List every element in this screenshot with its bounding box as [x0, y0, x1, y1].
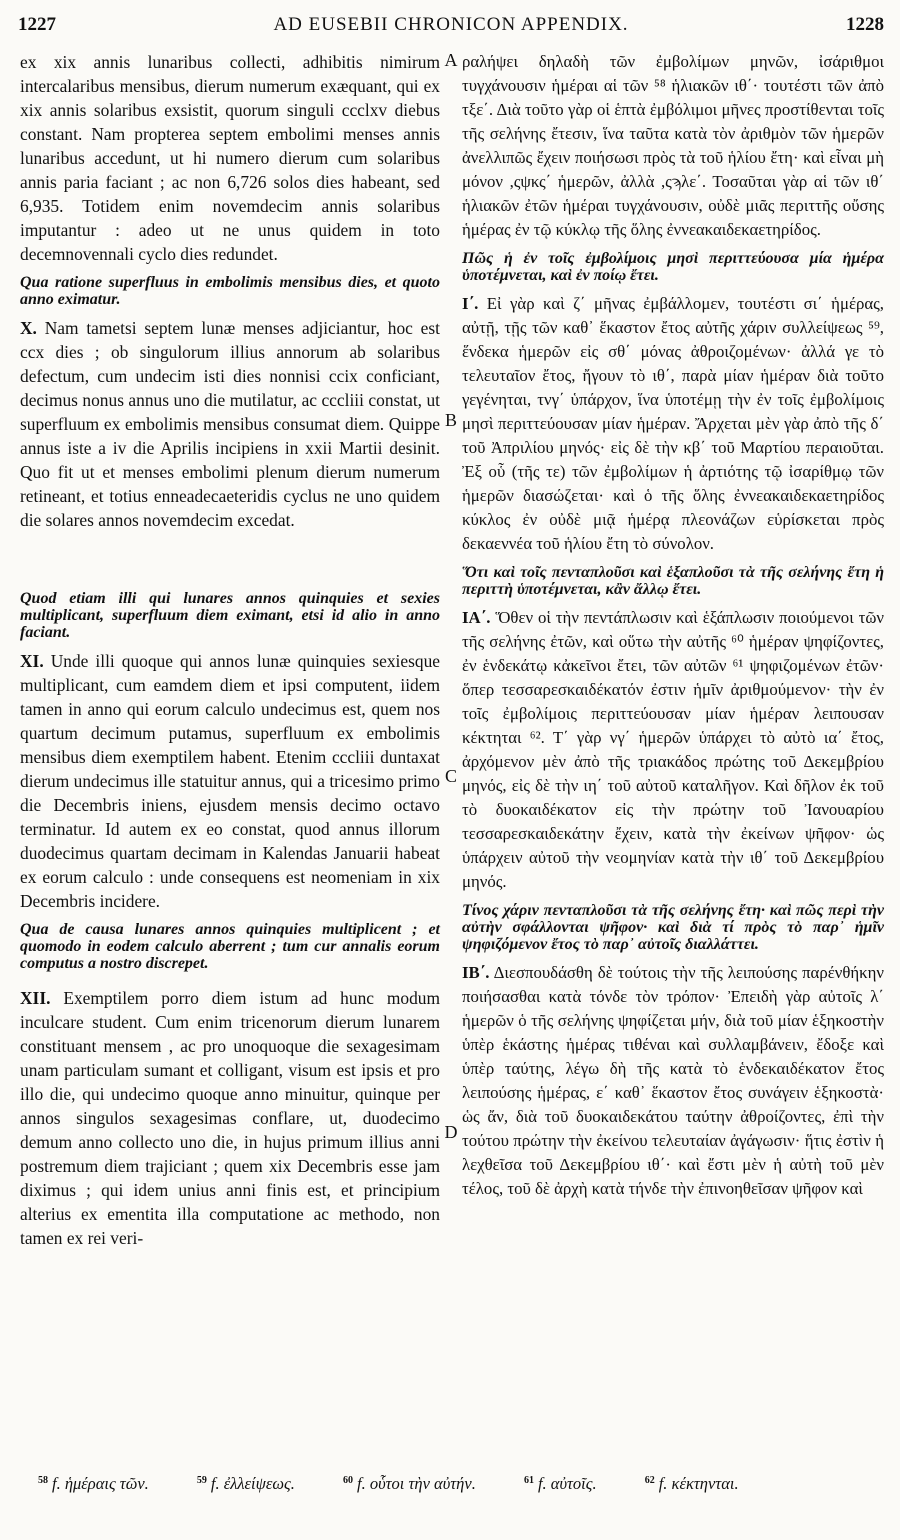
latin-section-xii: [20, 986, 440, 1250]
footnote-number: 59: [196, 1474, 207, 1486]
footnote-number: 60: [342, 1474, 353, 1486]
footnote: [645, 1474, 761, 1493]
latin-section-heading: Quod etiam illi qui lunares annos quinquies et sexies multiplicant, superfluum diem eximant, etsi id alio in anno faciant.: [20, 590, 440, 641]
section-text: Ὅθεν οἱ τὴν πεντάπλωσιν καὶ ἑξάπλωσιν ποιούμενοι τῶν τῆς σελήνης ἐτῶν, καὶ οὕτω τὴν αὐτῆς ⁶⁰ ἡμέραν ψηφίζοντες, ἐν ἑνδεκάτῳ κἀκεῖνοι ἔτει, τῶν αὐτῶν ⁶¹ ψηφιζομένων ἐτῶν· ὅπερ τεσσαρεσκαιδέκατόν ἐστιν ἡμῖν ἀριθμούμενον· τὴν ἐν τοῖς ἐμβολίμοις περιττεύουσαν μίαν ἡμέραν λειπουσαν κέκτηται ⁶². Τ΄ γὰρ νγ΄ ἡμερῶν ὑπάρχει τὸ αὐτὸ ια΄ ἔτος, ἀρχόμενον μὲν ἀπὸ τῆς τριακάδος πρώτης τοῦ Δεκεμβρίου μηνός, εἰς δὲ τὴν ιη΄ τοῦ αὐτοῦ καταλῆγον. Καὶ δῆλον ἐκ τοῦ τὸ δυοκαιδέκατον εἰς τὴν πρώτην τοῦ Ἰανουαρίου τεσσαρεσκαιδεκάτην ἔχειν, κατὰ τὴν ἐκείνων ψῆφον· ὡς ὑπάρχειν αὐτοῦ τὴν νεομηνίαν κατὰ τὴν ιθ΄ τοῦ Δεκεμβρίου μηνός.: [462, 608, 884, 891]
footnote: [343, 1474, 498, 1493]
left-page-number: 1227: [18, 14, 56, 35]
latin-section-heading: Qua ratione superfluus in embolimis mensibus dies, et quoto anno eximatur.: [20, 274, 440, 308]
section-number: XI.: [20, 651, 44, 671]
section-number: ΙΒ΄.: [462, 963, 490, 982]
footnote: [197, 1474, 317, 1493]
greek-section-heading: Πῶς ἡ ἐν τοῖς ἐμβολίμοις μησὶ περιττεύουσα μία ἡμέρα ὑποτέμνεται, καὶ ἐν ποίῳ ἔτει.: [462, 250, 884, 284]
footnote-text: f. κέκτηνται.: [658, 1474, 739, 1493]
section-number: X.: [20, 318, 37, 338]
latin-paragraph: ex xix annis lunaribus collecti, adhibitis nimirum intercalaribus mensibus, dierum numerum exæquant, qui ex xix annis solaribus exsistit, quorum singuli ccclxv diebus constant. Nam propterea septem embolimi menses annis lunaribus accedunt, ut hi numero dierum cum solaribus annis paria faciant ; ac non 6,726 solos dies habeant, sed 6,935. Totidem enim novemdecim annis solaribus imputantur : adeo ut ne unus quidem in toto decemnovennali cyclo dies redundet.: [20, 52, 440, 264]
greek-section-heading: Ὅτι καὶ τοῖς πενταπλοῦσι καὶ ἑξαπλοῦσι τὰ τῆς σελήνης ἔτη ἡ περιττὴ ὑποτέμνεται, κἂν ἄλλῳ ἔτει.: [462, 564, 884, 598]
section-text: Exemptilem porro diem istum ad hunc modum inculcare student. Cum enim tricenorum dierum lunarem constituant mensem , ac pro unoquoque die sexagesimam unam particulam sumant et colligant, visum est ipsis et pro illo die, qui undecimo quoque anno minuitur, quinque per annos singulos sexagesimas conflare, ut, duodecimo demum anno collecto uno die, in hujus primum illius anni postremum diem trajiciant ; quem xix Decembris esse jam diximus ; qui idem unius anni finis est, et principium alterius ex ementita illa computatione ac methodo, non tamen ex rei veri-: [20, 988, 440, 1248]
greek-section-ia: [462, 606, 884, 894]
section-text: Nam tametsi septem lunæ menses adjiciantur, hoc est ccx dies ; ob singulorum illius annorum ab solaribus defectum, cum undecim isti dies nonnisi ccix conficiant, decimus nonus annus uno die mutilatur, ac cccliii constat, ut superfluum ex embolimis mensibus consumat diem. Quippe annus iste a iv die Aprilis incipiens in xxii Martii desinit. Quo fit ut et menses embolimi plenum dierum numerum retineant, et totius enneadecaeteridis cyclus ne uno quidem die solares annos novemdecim excedat.: [20, 318, 440, 530]
right-page-number: 1228: [846, 14, 884, 35]
section-text: Διεσπουδάσθη δὲ τούτοις τὴν τῆς λειπούσης παρένθήκην ποιήσασθαι κατὰ τόνδε τὸν τρόπον· Ἐπειδὴ γὰρ αὐτοῖς λ΄ ἡμερῶν ὁ τῆς σελήνης ψηφίζεται μήν, διὰ τοῦ μίαν ἑξηκοστὴν ὑπὲρ ἑκάστης ἡμέρας τιθέναι καὶ συλλαμβάνειν, ἔδοξε καὶ ὑπὲρ ταύτης, λέγω δὴ τῆς κατὰ τὸ ἑνδεκαιδέκατον ἔτος λειπούσης ἡμέρας, ε΄ καθ᾽ ἕκαστον ἔτος συνάγειν ἑξηκοστὰ· ὡς ἄν, διὰ τοῦ δυοκαιδεκάτου ταύτην ἀθροίζοντες, ἐπὶ τὴν τούτου πρώτην τὴν ἐκείνου τελευταίαν ἀγάγωσιν· ἥτις ἐστὶν ἡ λεχθεῖσα τοῦ Δεκεμβρίου ιθ΄· καὶ ἔστι μὲν ἡ αὐτὴ τοῦ μὲν τέλος, τοῦ δὲ ἀρχὴ κατὰ τήνδε τὴν ἐπινοηθεῖσαν ψῆφον καὶ: [462, 963, 884, 1198]
footnote-text: f. ἡμέραις τῶν.: [52, 1474, 149, 1493]
section-number: Ι΄.: [462, 294, 479, 313]
footnote-text: f. ἐλλείψεως.: [210, 1474, 295, 1493]
margin-marker-a: A: [444, 50, 458, 70]
footnote-number: 58: [38, 1474, 48, 1486]
latin-section-x: [20, 316, 440, 532]
section-text: Εἰ γὰρ καὶ ζ΄ μῆνας ἐμβάλλομεν, τουτέστι σι΄ ἡμέρας, αὐτῇ, τῇς τῶν καθ᾽ ἕκαστον ἔτος αὐτῆς χάριν συλλείψεως ⁵⁹, ἕνδεκα ἡμερῶν εἰς σθ΄ μόνας ἀθροιζομένων· ἀλλά γε τὸ τελευταῖον ἔτος, ἤγουν τὸ ιθ΄, παρὰ μίαν ἡμέραν διὰ τοῦτο γεγένηται, τνγ΄ ὑπάρχον, ἵνα ὑποτέμῃ τὴν ἐν τοῖς ἐμβολίμοις μησὶ περιττεύουσαν μίαν ἡμέραν. Ἄρχεται μὲν γὰρ ἀπὸ τῆς δ΄ τοῦ Ἀπριλίου μηνός· εἰς δὲ τὴν κβ΄ τοῦ Μαρτίου περαιοῦται. Ἐξ οὗ (τῆς τε) τῶν ἐμβολίμων ἡ ἀρτιότης τῷ ἰσαρίθμῳ τῶν ἡμερῶν διασώζεται· καὶ ὁ τῆς ὅλης ἐννεακαιδεκαετηρίδος κύκλος ἐν οὐδὲ μιᾷ ἡμέρᾳ πλεονάζων εὑρίσκεται πρὸς δεκαεννέα τοῦ ἡλίου ἔτη τὸ σύνολον.: [462, 294, 884, 553]
footnote-text: f. οὗτοι τὴν αὐτήν.: [356, 1474, 476, 1493]
greek-column: [462, 50, 884, 1201]
footnotes: [38, 1474, 880, 1494]
footnote-number: 62: [644, 1474, 655, 1486]
footnote-number: 61: [523, 1474, 534, 1486]
latin-column: [20, 50, 440, 1250]
footnote: [524, 1474, 619, 1493]
footnote: [38, 1474, 171, 1493]
latin-section-heading: Qua de causa lunares annos quinquies multiplicent ; et quomodo in eodem calculo aberrent ; tum cur annalis eorum computus a nostro discrepet.: [20, 921, 440, 972]
section-text: Unde illi quoque qui annos lunæ quinquies sexiesque multiplicant, cum eamdem diem et ipsi computent, iidem tamen in anno qui eorum calculo undecimus est, quem nos quartum decimum putamus, superfluum ex embolimis mensibus diem exemptilem habent. Etenim cccliii duntaxat dierum undecimus ille statuitur annus, qui a tricesimo primo die Decembris iniens, ejusdem mensis decimo octavo terminatur. Id autem ex eo constat, quod annus illorum duodecimus quartam decimam in Kalendas Januarii habeat ex eorum calculo : unde consequens est neomeniam in xix Decembris incidere.: [20, 651, 440, 911]
greek-section-i: [462, 292, 884, 556]
footnote-text: f. αὐτοῖς.: [537, 1474, 597, 1493]
running-header: [18, 14, 884, 40]
running-title: AD EUSEBII CHRONICON APPENDIX.: [273, 14, 629, 35]
margin-marker-b: B: [444, 410, 457, 430]
greek-paragraph: ραλήψει δηλαδὴ τῶν ἐμβολίμων μηνῶν, ἰσάριθμοι τυγχάνουσιν ἡμέραι αἱ τῶν ⁵⁸ ἡλιακῶν ιθ΄· τουτέστι τῶν ἀπὸ τξε΄. Διὰ τοῦτο γὰρ οἱ ἑπτὰ ἐμβόλιμοι μῆνες προστίθενται τοῖς τῆς σελήνης ἔτεσιν, ἵνα ταῦτα κατὰ τὸν ἀριθμὸν τῶν ἡμερῶν ἀνελλιπῶς ἔχειν ποιήσωσι πρὸς τὰ τοῦ ἡλίου ἔτη· καὶ εἶναι μὴ μόνον ,ςψκς΄ ἡμερῶν, ἀλλὰ ,ςϡλε΄. Τοσαῦται γὰρ αἱ τῶν ιθ΄ ἡλιακῶν ἐτῶν ἡμέραι τυγχάνουσιν, οὐδὲ μιᾶς περιττῆς οὔσης ἡμέρας ἐν τῷ κύκλῳ τῆς ὅλης ἐννεακαιδεκαετηρίδος.: [462, 52, 884, 239]
section-number: XII.: [20, 988, 51, 1008]
section-number: ΙΑ΄.: [462, 608, 491, 627]
greek-section-ib: [462, 961, 884, 1201]
greek-section-heading: Τίνος χάριν πενταπλοῦσι τὰ τῆς σελήνης ἔτη· καὶ πῶς περὶ τὴν αὐτὴν σφάλλονται ψῆφον· καὶ διὰ τί πρὸς τὸ παρ᾽ ἡμῖν ψηφιζόμενον ἔτος τὸ παρ᾽ αὐτοῖς διαλλάττει.: [462, 902, 884, 953]
margin-marker-c: C: [444, 766, 457, 786]
margin-marker-d: D: [444, 1122, 458, 1142]
latin-section-xi: [20, 649, 440, 913]
